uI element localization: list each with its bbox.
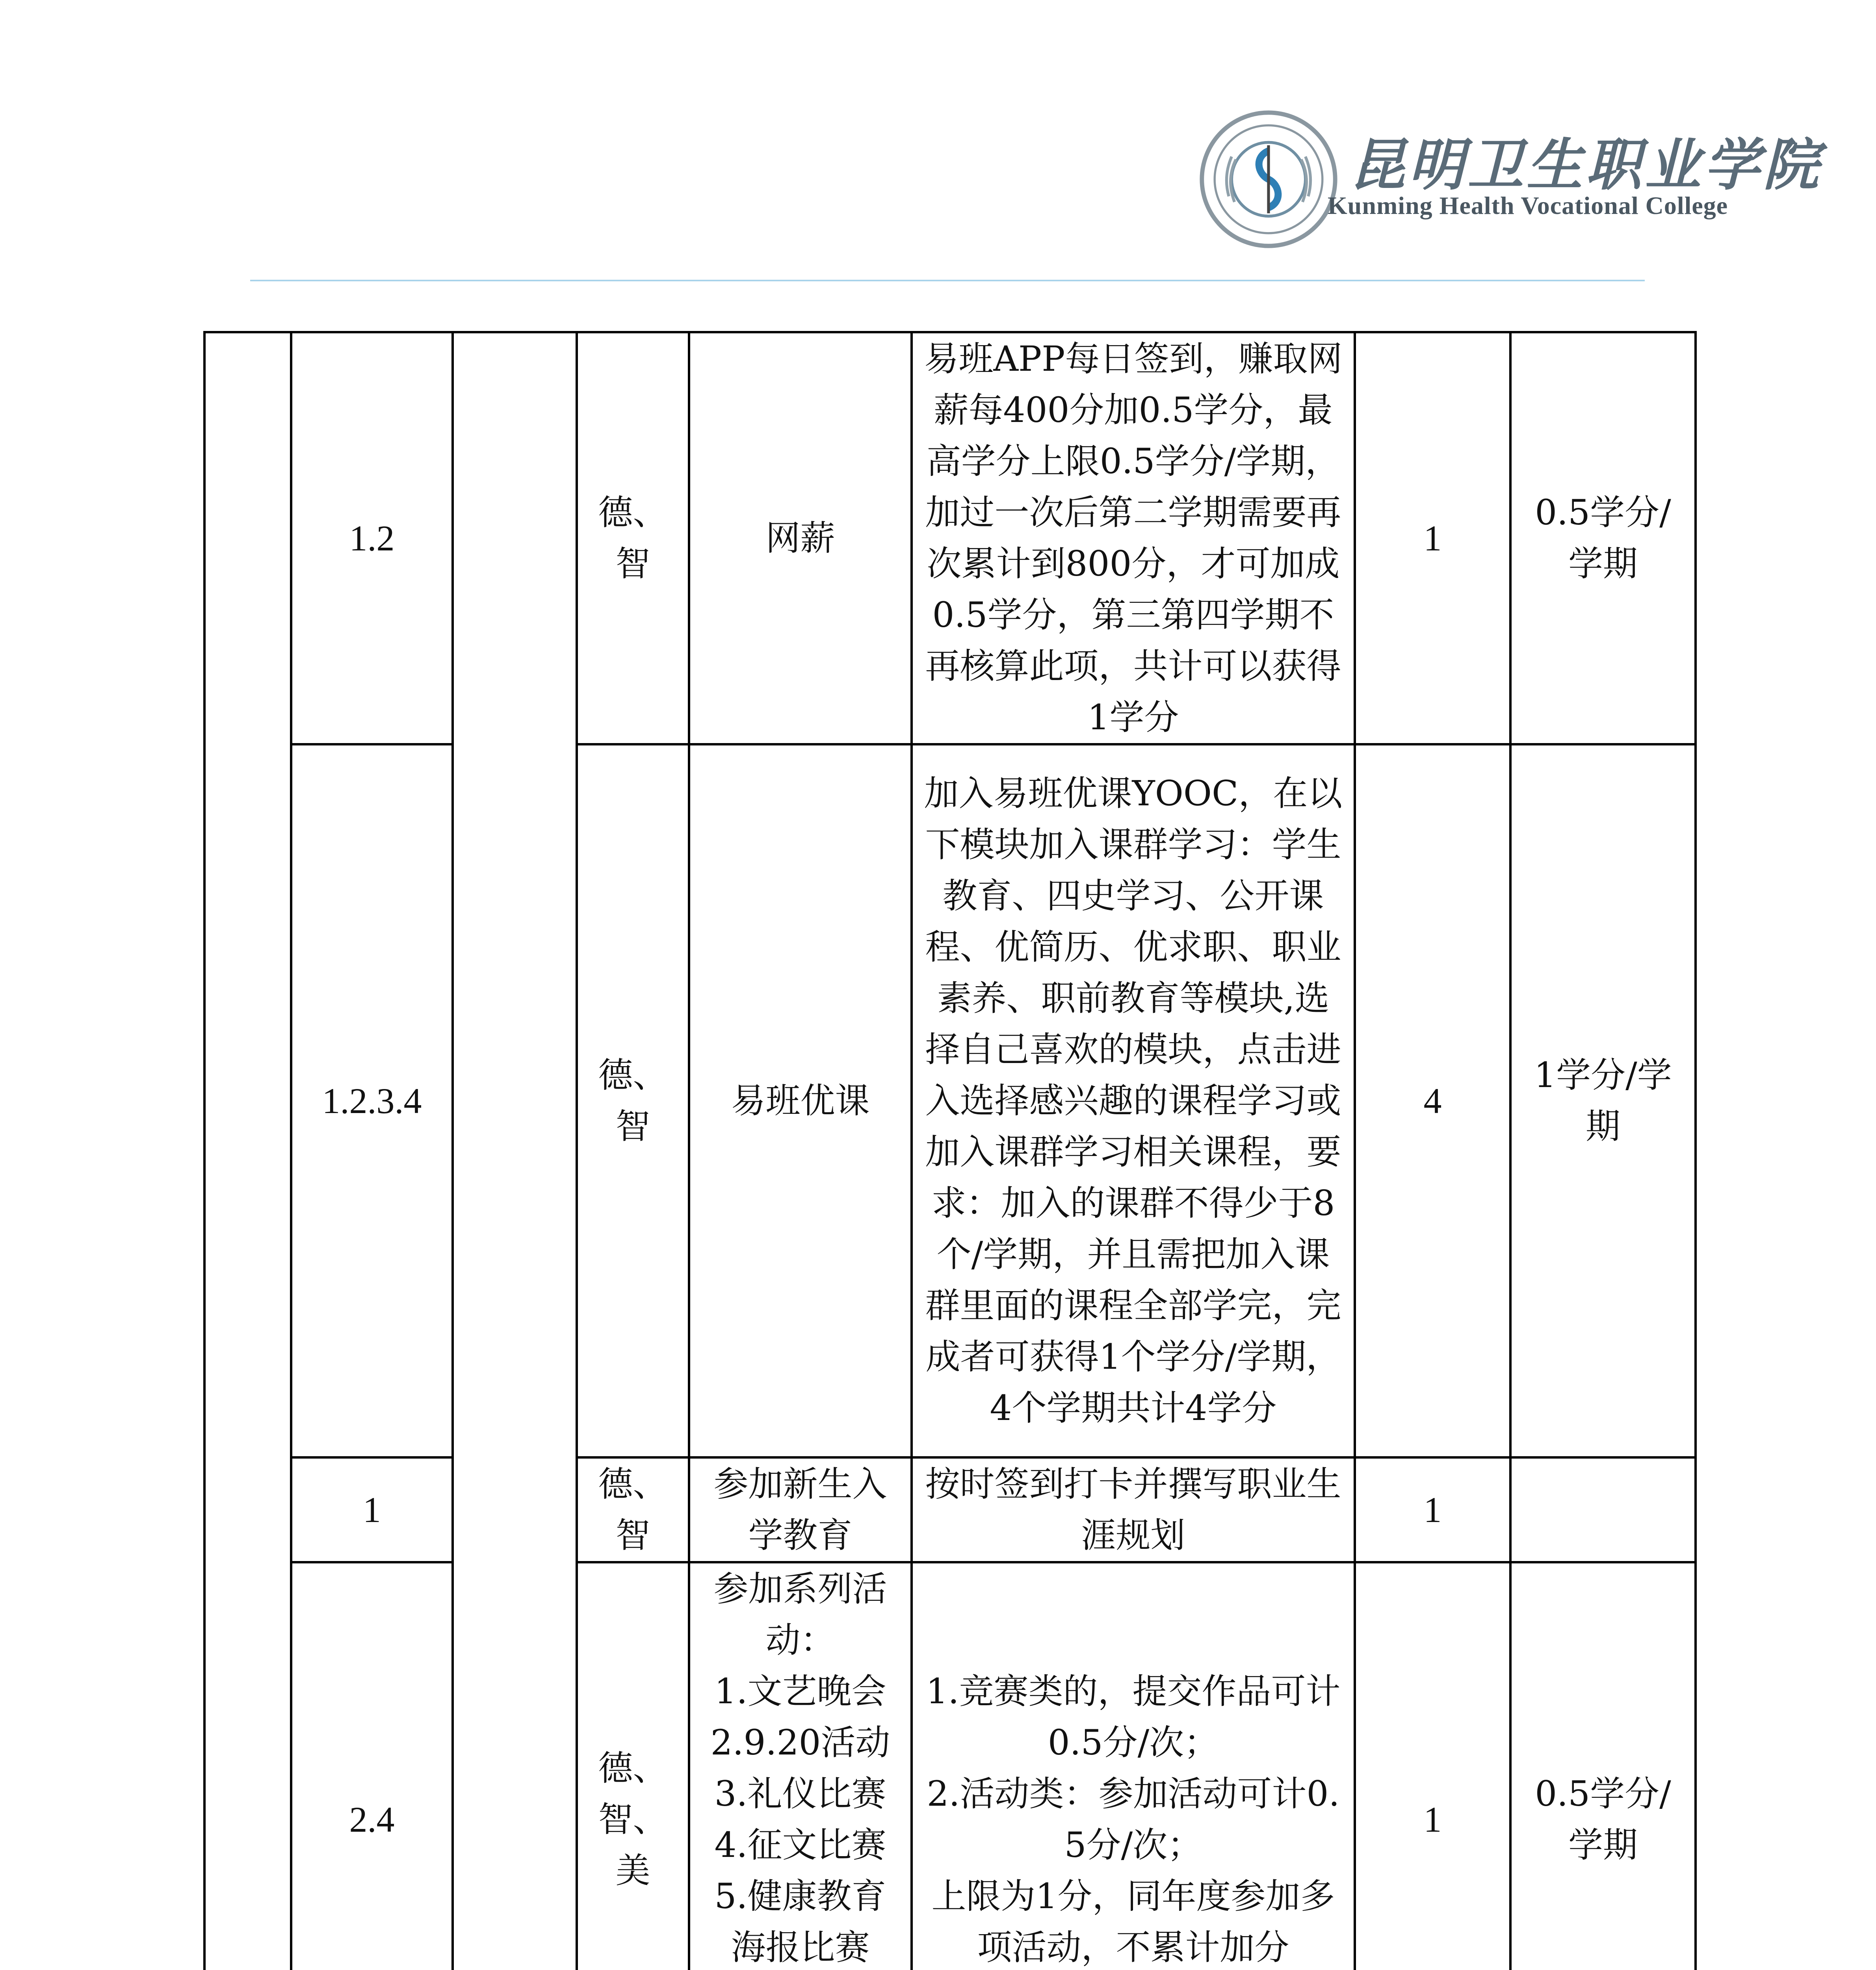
domain-cell: 德、 智 [577,332,689,744]
domain-cell: 德、 智 [577,744,689,1457]
description-cell: 加入易班优课YOOC，在以下模块加入课群学习：学生教育、四史学习、公开课程、优简历、优求职、职业素养、职前教育等模块,选择自己喜欢的模块，点击进入选择感兴趣的课程学习或加入课群学习相关课程，要求：加入的课群不得少于8个/学期，并且需把加入课群里面的课程全部学完，完成者可获得1个学分/学期，4个学期共计4学分 [912,744,1355,1457]
semester-cell: 1 [291,1457,453,1562]
college-name-en: Kunming Health Vocational College [1328,191,1728,219]
credit-cell [1510,1457,1696,1562]
times-cell: 4 [1355,744,1510,1457]
table-row [204,1562,1696,1970]
credit-cell: 1学分/学 期 [1510,744,1696,1457]
credit-table [203,331,1697,1970]
item-cell: 参加系列活动： 1.文艺晚会 2.9.20活动 3.礼仪比赛 4.征文比赛 5.健康教育海报比赛 [689,1562,912,1970]
college-name-cn: 昆明卫生职业学院 [1349,132,1822,198]
semester-cell: 2.4 [291,1562,453,1970]
times-cell: 1 [1355,1457,1510,1562]
credit-cell: 0.5学分/ 学期 [1510,1562,1696,1970]
semester-cell: 1.2.3.4 [291,744,453,1457]
domain-cell: 德、 智、 美 [577,1562,689,1970]
times-cell: 1 [1355,332,1510,744]
header-divider [250,280,1645,281]
credit-cell: 0.5学分/ 学期 [1510,332,1696,744]
description-cell: 易班APP每日签到，赚取网薪每400分加0.5学分，最高学分上限0.5学分/学期，加过一次后第二学期需要再次累计到800分，才可加成0.5学分，第三第四学期不再核算此项，共计可以获得1学分 [912,332,1355,744]
row-group-index-cell [204,332,291,1970]
table-row [204,744,1696,1457]
item-cell: 易班优课 [689,744,912,1457]
table-row [204,332,1696,744]
description-cell: 1.竞赛类的，提交作品可计0.5分/次； 2.活动类：参加活动可计0.5分/次； 上限为1分，同年度参加多项活动，不累计加分 [912,1562,1355,1970]
item-cell: 参加新生入学教育 [689,1457,912,1562]
table-row [204,1457,1696,1562]
category-cell [453,332,577,1970]
item-cell: 网薪 [689,332,912,744]
semester-cell: 1.2 [291,332,453,744]
college-seal-icon [1198,108,1339,250]
domain-cell: 德、 智 [577,1457,689,1562]
times-cell: 1 [1355,1562,1510,1970]
description-cell: 按时签到打卡并撰写职业生涯规划 [912,1457,1355,1562]
